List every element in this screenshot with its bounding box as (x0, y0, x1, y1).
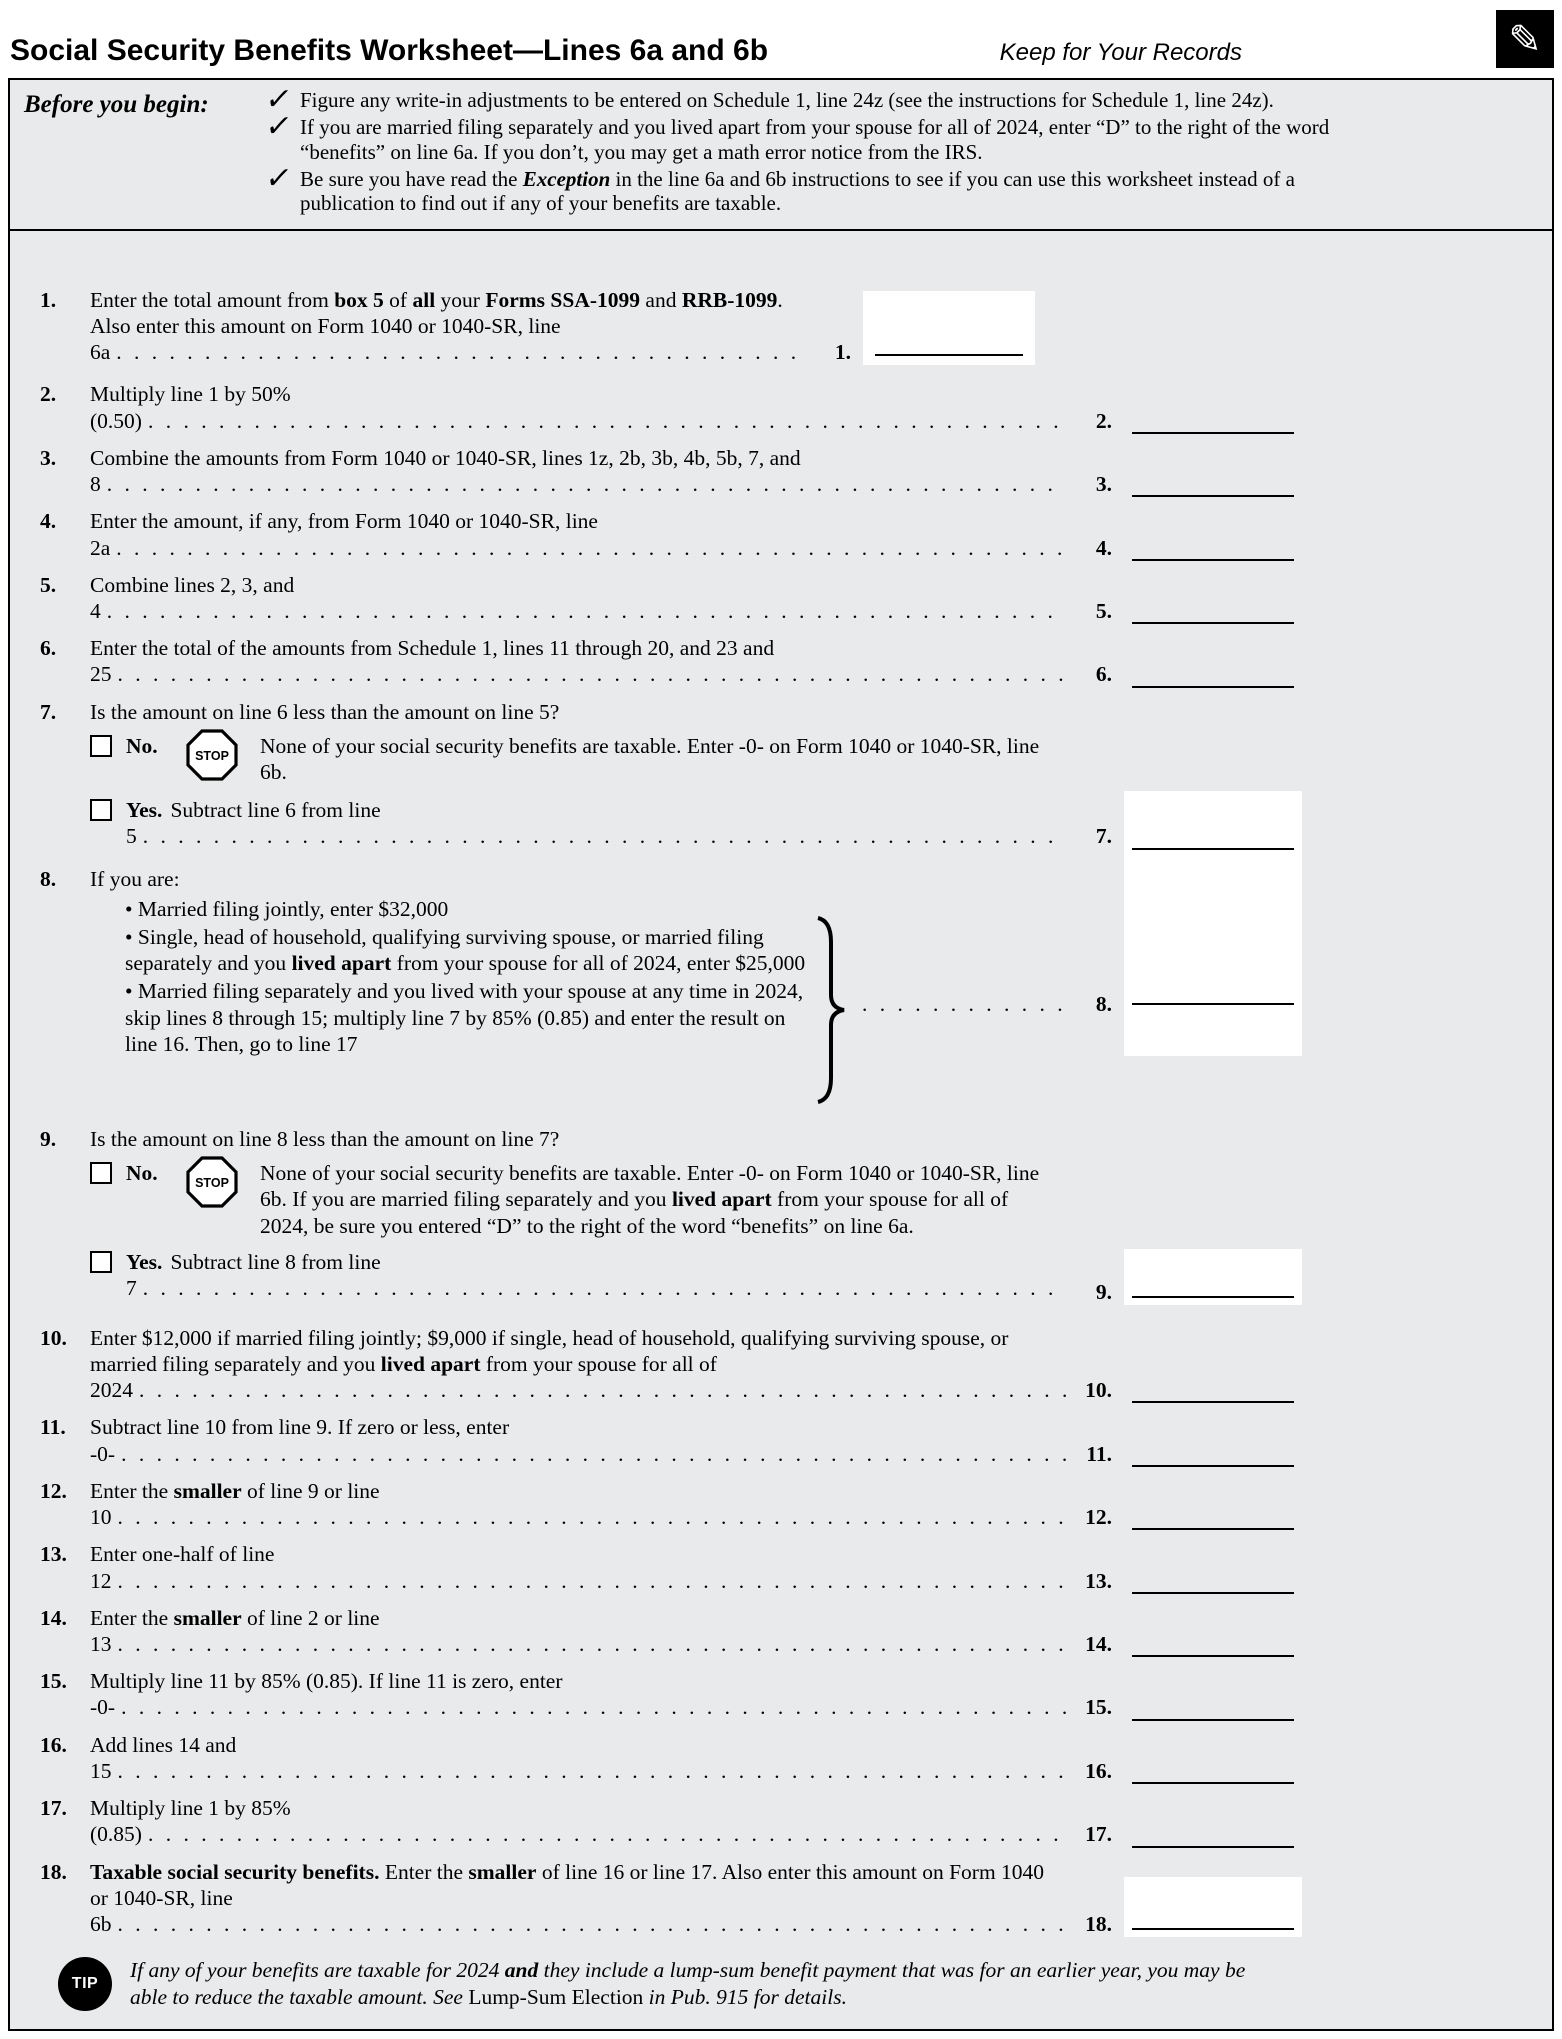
line-number: 13. (40, 1542, 67, 1567)
line-number: 5. (40, 572, 57, 597)
before-you-begin-section (10, 80, 1552, 231)
line-right-number: 3. (1095, 472, 1112, 497)
line-16-amount-field[interactable] (1124, 1776, 1302, 1784)
line-number: 2. (40, 382, 57, 407)
line-number: 8. (40, 866, 57, 891)
line-7-yes-text-wrap (126, 797, 1066, 849)
line-text (90, 445, 1066, 497)
line-6-text: Enter the total of the amounts from Schedule 1, lines 11 through 20, and 23 and 25 (90, 636, 775, 687)
amount-underline (1132, 1522, 1294, 1530)
line-8-intro: If you are: (90, 866, 180, 891)
keep-for-records-label: Keep for Your Records (999, 39, 1242, 66)
line-9-no-row (90, 1160, 1302, 1239)
svg-text:STOP: STOP (195, 748, 229, 763)
line-text (90, 1126, 1302, 1152)
line-number: 1. (40, 287, 57, 312)
svg-text:STOP: STOP (195, 1176, 229, 1191)
tip-section (58, 1957, 1302, 2011)
amount-underline (1132, 1296, 1294, 1298)
line-11-text: Subtract line 10 from line 9. If zero or less, enter -0- (90, 1415, 510, 1466)
line-right-number: 16. (1085, 1758, 1112, 1783)
line-text (90, 1859, 1066, 1938)
line-text (90, 1325, 1066, 1404)
before-item-text: If you are married filing separately and you lived apart from your spouse for all of 2024, enter “D” to the right of the word “benefits” on line 6a. If you don’t, you may get a math error notice from the IRS. (300, 115, 1330, 164)
line-text (90, 1541, 1066, 1593)
dot-leader (116, 536, 1066, 560)
line-right-number: 7. (1095, 824, 1112, 849)
pencil-glyph: ✎ (1508, 16, 1542, 62)
worksheet-line-14 (40, 1605, 1302, 1657)
line-number: 17. (40, 1796, 67, 1821)
dot-leader (121, 1442, 1066, 1466)
amount-underline (1132, 1459, 1294, 1467)
before-item-text: Figure any write-in adjustments to be entered on Schedule 1, line 24z (see the instructions for Schedule 1, line 24z). (300, 88, 1274, 112)
amount-underline (1132, 489, 1294, 497)
amount-underline (1132, 1713, 1294, 1721)
amount-underline (1132, 616, 1294, 624)
tip-text: If any of your benefits are taxable for 2024 and they include a lump-sum benefit payment that was for an earlier year, you may be able to reduce the taxable amount. See Lump-Sum Election in Pub. 915 for details. (130, 1958, 1246, 2010)
lines-7-8-entry-group (40, 797, 1302, 1112)
line-right-number: 4. (1095, 535, 1112, 560)
dot-leader (121, 1695, 1066, 1719)
line-5-text: Combine lines 2, 3, and 4 (90, 572, 295, 623)
worksheet-line-6 (40, 635, 1302, 687)
line-10-amount-field[interactable] (1124, 1395, 1302, 1403)
yes-label: Yes. (126, 798, 163, 823)
dot-leader (118, 1505, 1067, 1529)
dot-leader (116, 340, 805, 364)
line-text (90, 1732, 1066, 1784)
dot-leader (118, 1632, 1067, 1656)
stop-icon (186, 729, 238, 787)
line-1-text: Enter the total amount from box 5 of all your Forms SSA-1099 and RRB-1099. Also enter this amount on Form 1040 or 1040-SR, line 6a (90, 287, 783, 365)
line-text (90, 635, 1066, 687)
line-right-number: 2. (1095, 408, 1112, 433)
line-9-no-text: None of your social security benefits are taxable. Enter -0- on Form 1040 or 1040-SR, line 6b. If you are married filing separately and you lived apart from your spouse for all of 2024, be sure you entered “D” to the right of the word “benefits” on line 6a. (260, 1161, 1040, 1238)
amount-underline (1132, 1003, 1294, 1005)
line-18-amount-field[interactable] (1124, 1877, 1302, 1937)
line-7-no-text: None of your social security benefits are taxable. Enter -0- on Form 1040 or 1040-SR, line 6b. (260, 733, 1040, 785)
line-number: 7. (40, 699, 57, 724)
worksheet-line-15 (40, 1668, 1302, 1720)
line-3-amount-field[interactable] (1124, 489, 1302, 497)
amount-underline (1132, 1928, 1294, 1930)
line-2-amount-field[interactable] (1124, 426, 1302, 434)
line-right-number: 11. (1086, 1441, 1112, 1466)
amount-underline (1132, 553, 1294, 561)
before-you-begin-label: Before you begin: (24, 91, 209, 118)
dot-leader (148, 1822, 1066, 1846)
dot-leader (107, 599, 1066, 623)
check-icon: ✓ (263, 109, 295, 145)
dot-leader (139, 1378, 1066, 1402)
line-9-no-checkbox[interactable] (90, 1162, 112, 1184)
worksheet-line-8-intro (40, 866, 1302, 892)
page-title: Social Security Benefits Worksheet—Lines 6a and 6b (10, 34, 769, 67)
line-number: 4. (40, 509, 57, 534)
line-right-number: 12. (1085, 1505, 1112, 1530)
worksheet-line-12 (40, 1478, 1302, 1530)
worksheet-line-17 (40, 1795, 1302, 1847)
line-18-text: Taxable social security benefits. Enter the smaller of line 16 or line 17. Also enter this amount on Form 1040 or 1040-SR, line 6b (90, 1859, 1045, 1936)
line-number: 18. (40, 1859, 67, 1884)
before-item (263, 109, 1341, 164)
line-8-body (40, 896, 1302, 1112)
dot-leader (862, 991, 1066, 1017)
line-text (90, 1478, 1066, 1530)
line-number: 10. (40, 1325, 67, 1350)
worksheet (8, 78, 1554, 2031)
line-12-amount-field[interactable] (1124, 1522, 1302, 1530)
line-13-text: Enter one-half of line 12 (90, 1542, 275, 1593)
dot-leader (118, 1759, 1067, 1783)
amount-underline (1132, 1776, 1294, 1784)
line-7-no-checkbox[interactable] (90, 735, 112, 757)
before-item (263, 161, 1341, 216)
worksheet-line-3 (40, 445, 1302, 497)
line-right-number: 9. (1095, 1279, 1112, 1304)
line-7-yes-row (90, 797, 1302, 849)
no-label: No. (126, 733, 158, 758)
line-number: 3. (40, 445, 57, 470)
line-right-number: 13. (1085, 1568, 1112, 1593)
line-text (90, 1414, 1066, 1466)
line-10-text: Enter $12,000 if married filing jointly; $9,000 if single, head of household, qualifying surviving spouse, or married filing separately and you lived apart from your spouse for all of 2024 (90, 1325, 1009, 1403)
line-number: 11. (40, 1415, 66, 1440)
line-9-yes-checkbox[interactable] (90, 1251, 112, 1273)
line-right-number: 8. (1095, 991, 1112, 1016)
dot-leader (143, 824, 1066, 848)
line-number: 9. (40, 1126, 57, 1151)
worksheet-line-5 (40, 572, 1302, 624)
amount-underline (1132, 1840, 1294, 1848)
worksheet-line-2 (40, 381, 1302, 433)
line-5-amount-field[interactable] (1124, 616, 1302, 624)
line-text (90, 572, 1066, 624)
amount-underline (1132, 1586, 1294, 1594)
line-right-number: 1. (834, 340, 851, 365)
yes-label: Yes. (126, 1249, 163, 1274)
check-icon: ✓ (263, 82, 295, 117)
line-number: 15. (40, 1669, 67, 1694)
amount-underline (875, 354, 1023, 356)
worksheet-line-13 (40, 1541, 1302, 1593)
dot-leader (118, 1569, 1067, 1593)
line-text (90, 508, 1066, 560)
dot-leader (107, 472, 1066, 496)
line-9-yes-row (90, 1249, 1302, 1305)
line-number: 6. (40, 636, 57, 661)
line-text (90, 1795, 1066, 1847)
line-13-amount-field[interactable] (1124, 1586, 1302, 1594)
line-right-number: 6. (1095, 662, 1112, 687)
line-number: 16. (40, 1732, 67, 1757)
line-8-bullets (40, 896, 810, 1059)
header (8, 8, 1554, 78)
line-text (90, 381, 1066, 433)
line-14-text: Enter the smaller of line 2 or line 13 (90, 1605, 380, 1657)
bullet-item: • Married filing jointly, enter $32,000 (125, 896, 810, 922)
line-text (90, 866, 1302, 892)
line-7-yes-text: Subtract line 6 from line 5 (126, 798, 381, 849)
amount-underline (1132, 1649, 1294, 1657)
line-text (90, 699, 1302, 725)
line-text (90, 1668, 1066, 1720)
line-9-yes-text-wrap (126, 1249, 1066, 1301)
before-you-begin-items (263, 82, 1341, 219)
line-7-no-row (90, 733, 1302, 787)
line-number: 14. (40, 1605, 67, 1630)
line-8-amount-field[interactable] (1124, 1003, 1302, 1005)
line-right-number: 15. (1085, 1695, 1112, 1720)
worksheet-line-1 (40, 287, 1302, 366)
line-12-text: Enter the smaller of line 9 or line 10 (90, 1478, 380, 1530)
line-7-yes-checkbox[interactable] (90, 799, 112, 821)
line-9-question: Is the amount on line 8 less than the amount on line 7? (90, 1126, 560, 1151)
line-2-text: Multiply line 1 by 50% (0.50) (90, 382, 291, 433)
worksheet-line-4 (40, 508, 1302, 560)
before-item-text: Be sure you have read the Exception in the line 6a and 6b instructions to see if you can use this worksheet instead of a publication to find out if any of your benefits are taxable. (300, 167, 1295, 216)
bullet-item: • Married filing separately and you lived with your spouse at any time in 2024, skip lines 8 through 15; multiply line 7 by 85% (0.85) and enter the result on line 16. Then, go to line 17 (125, 978, 810, 1057)
line-7-amount-field[interactable] (1124, 842, 1302, 850)
dot-leader (118, 662, 1067, 686)
line-right-number: 10. (1085, 1378, 1112, 1403)
dot-leader (143, 1276, 1066, 1300)
line-17-text: Multiply line 1 by 85% (0.85) (90, 1796, 291, 1847)
line-text (90, 287, 805, 366)
amount-underline (1132, 426, 1294, 434)
check-icon: ✓ (263, 161, 295, 197)
stop-icon (186, 1156, 238, 1214)
brace-icon (810, 914, 862, 1112)
tip-icon: TIP (58, 1957, 112, 2011)
line-15-amount-field[interactable] (1124, 1713, 1302, 1721)
amount-underline (1132, 680, 1294, 688)
worksheet-line-18 (40, 1859, 1302, 1938)
before-item (263, 82, 1341, 117)
no-label: No. (126, 1161, 158, 1186)
line-4-text: Enter the amount, if any, from Form 1040 or 1040-SR, line 2a (90, 509, 598, 560)
line-4-amount-field[interactable] (1124, 553, 1302, 561)
worksheet-lines (10, 231, 1552, 2029)
worksheet-line-9-question (40, 1126, 1302, 1152)
pencil-icon (1496, 10, 1554, 68)
line-7-question: Is the amount on line 6 less than the amount on line 5? (90, 699, 560, 724)
dot-leader (118, 1912, 1067, 1936)
line-number: 12. (40, 1478, 67, 1503)
line-right-number: 17. (1085, 1822, 1112, 1847)
worksheet-line-7-question (40, 699, 1302, 725)
line-right-number: 14. (1085, 1632, 1112, 1657)
line-right-number: 5. (1095, 598, 1112, 623)
bullet-item: • Single, head of household, qualifying surviving spouse, or married filing separately and you lived apart from your spouse for all of 2024, enter $25,000 (125, 924, 810, 976)
line-15-text: Multiply line 11 by 85% (0.85). If line 11 is zero, enter -0- (90, 1669, 563, 1720)
line-9-amount-field[interactable] (1124, 1249, 1302, 1305)
line-9-yes-text: Subtract line 8 from line 7 (126, 1249, 381, 1301)
dot-leader (148, 409, 1066, 433)
line-16-text: Add lines 14 and 15 (90, 1732, 237, 1783)
line-3-text: Combine the amounts from Form 1040 or 1040-SR, lines 1z, 2b, 3b, 4b, 5b, 7, and 8 (90, 445, 801, 497)
line-text (90, 1605, 1066, 1657)
worksheet-line-10 (40, 1325, 1302, 1404)
amount-underline (1132, 1395, 1294, 1403)
line-6-amount-field[interactable] (1124, 680, 1302, 688)
worksheet-line-16 (40, 1732, 1302, 1784)
line-1-amount-field[interactable] (863, 291, 1035, 365)
worksheet-line-11 (40, 1414, 1302, 1466)
amount-underline (1132, 842, 1294, 850)
line-11-amount-field[interactable] (1124, 1459, 1302, 1467)
line-right-number: 18. (1085, 1911, 1112, 1936)
line-17-amount-field[interactable] (1124, 1840, 1302, 1848)
line-14-amount-field[interactable] (1124, 1649, 1302, 1657)
